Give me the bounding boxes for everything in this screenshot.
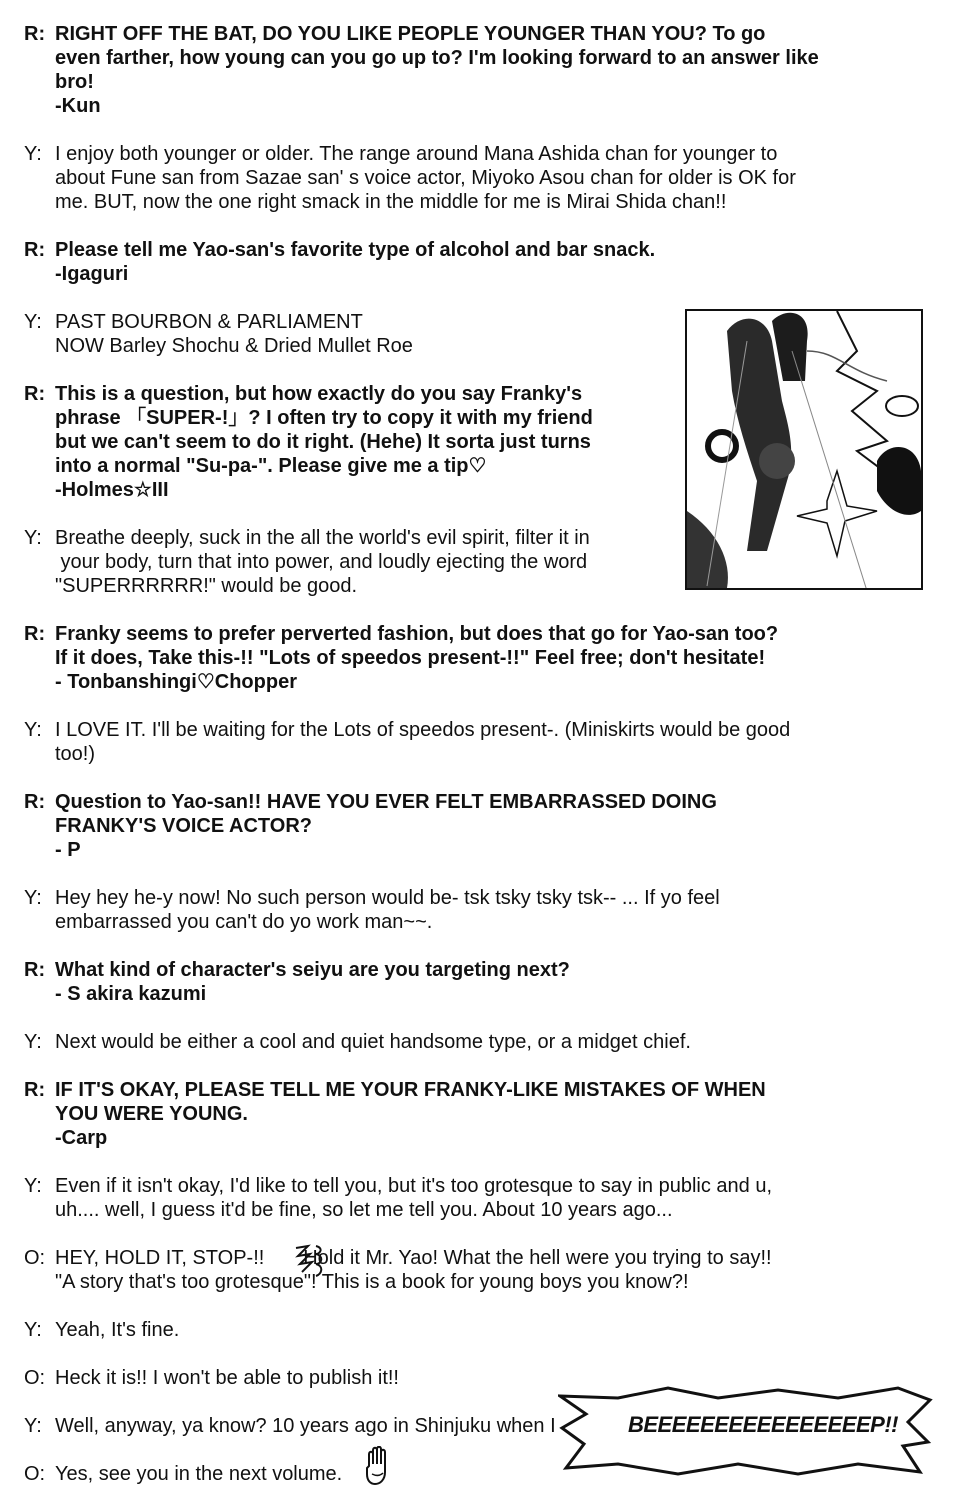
- beep-burst: [558, 1384, 933, 1476]
- text-line: Breathe deeply, suck in the all the world's evil spirit, filter it in: [55, 527, 590, 549]
- text-line: Next would be either a cool and quiet handsome type, or a midget chief.: [55, 1031, 691, 1053]
- qa-entry: [24, 22, 934, 118]
- entry-text: [55, 718, 934, 766]
- text-line: - P: [55, 839, 81, 861]
- qa-entry: [24, 142, 934, 214]
- text-line: "A story that's too grotesque"! This is a book for young boys you know?!: [55, 1271, 689, 1293]
- text-line: bro!: [55, 71, 94, 93]
- text-line: -Kun: [55, 95, 101, 117]
- franky-illustration: [687, 311, 921, 588]
- franky-illustration-panel: [685, 309, 923, 590]
- qa-entry: [24, 1030, 934, 1054]
- text-line: into a normal "Su-pa-". Please give me a tip♡: [55, 455, 487, 477]
- entry-text: [55, 22, 934, 118]
- entry-text: [55, 238, 934, 286]
- speaker-label: O:: [24, 1463, 46, 1485]
- qa-entry: [24, 1078, 934, 1150]
- text-line: your body, turn that into power, and loudly ejecting the word: [55, 551, 588, 573]
- text-line: too!): [55, 743, 96, 765]
- text-line: Please tell me Yao-san's favorite type of alcohol and bar snack.: [55, 239, 656, 261]
- entry-text: [55, 622, 934, 694]
- text-line: NOW Barley Shochu & Dried Mullet Roe: [55, 335, 413, 357]
- speaker-label: Y:: [24, 1031, 42, 1053]
- text-line: "SUPERRRRRR!" would be good.: [55, 575, 358, 597]
- speaker-label: Y:: [24, 527, 42, 549]
- text-line: me. BUT, now the one right smack in the middle for me is Mirai Shida chan!!: [55, 191, 727, 213]
- qa-entry: [24, 790, 934, 862]
- entry-text: [55, 886, 934, 934]
- speaker-label: R:: [24, 623, 46, 645]
- text-line: Well, anyway, ya know? 10 years ago in Shinjuku when I: [55, 1415, 556, 1437]
- text-line: RIGHT OFF THE BAT, DO YOU LIKE PEOPLE YOUNGER THAN YOU? To go: [55, 23, 766, 45]
- text-line: Yes, see you in the next volume.: [55, 1463, 343, 1485]
- speaker-label: R:: [24, 1079, 46, 1101]
- text-line: Question to Yao-san!! HAVE YOU EVER FELT EMBARRASSED DOING: [55, 791, 717, 813]
- text-line: Even if it isn't okay, I'd like to tell you, but it's too grotesque to say in public and u,: [55, 1175, 773, 1197]
- text-line: but we can't seem to do it right. (Hehe) It sorta just turns: [55, 431, 591, 453]
- qa-entry: [24, 238, 934, 286]
- qa-entry: [24, 1174, 934, 1222]
- speaker-label: R:: [24, 239, 46, 261]
- entry-text: [55, 790, 934, 862]
- qa-entry: [24, 958, 934, 1006]
- qa-entry: [24, 622, 934, 694]
- sfx-scribble-icon: [290, 1240, 330, 1280]
- speaker-label: O:: [24, 1247, 46, 1269]
- text-line: - S akira kazumi: [55, 983, 207, 1005]
- speaker-label: R:: [24, 23, 46, 45]
- text-line: This is a question, but how exactly do you say Franky's: [55, 383, 583, 405]
- qa-entry: [24, 1318, 934, 1342]
- hand-icon: [364, 1446, 392, 1486]
- text-line: If it does, Take this-!! "Lots of speedos present-!!" Feel free; don't hesitate!: [55, 647, 766, 669]
- beep-text: BEEEEEEEEEEEEEEEEP!!: [628, 1412, 898, 1437]
- text-line: I LOVE IT. I'll be waiting for the Lots of speedos present-. (Miniskirts would be good: [55, 719, 791, 741]
- text-line: -Holmes☆III: [55, 479, 169, 501]
- qa-entry: [24, 1246, 934, 1294]
- text-line: IF IT'S OKAY, PLEASE TELL ME YOUR FRANKY-LIKE MISTAKES OF WHEN: [55, 1079, 766, 1101]
- text-line: Franky seems to prefer perverted fashion, but does that go for Yao-san too?: [55, 623, 779, 645]
- text-line: What kind of character's seiyu are you targeting next?: [55, 959, 570, 981]
- text-line: -Carp: [55, 1127, 108, 1149]
- speaker-label: Y:: [24, 1415, 42, 1437]
- qa-entry: [24, 886, 934, 934]
- qa-entry: [24, 718, 934, 766]
- text-line: embarrassed you can't do yo work man~~.: [55, 911, 433, 933]
- text-line: PAST BOURBON & PARLIAMENT: [55, 311, 363, 333]
- text-line: uh.... well, I guess it'd be fine, so let me tell you. About 10 years ago...: [55, 1199, 673, 1221]
- text-line: -Igaguri: [55, 263, 129, 285]
- text-line: HEY, HOLD IT, STOP-!! Hold it Mr. Yao! What the hell were you trying to say!!: [55, 1247, 772, 1269]
- text-line: phrase 「SUPER-!」? I often try to copy it with my friend: [55, 407, 593, 429]
- speaker-label: Y:: [24, 311, 42, 333]
- entry-text: [55, 1174, 934, 1222]
- entry-text: [55, 1246, 934, 1294]
- text-line: even farther, how young can you go up to? I'm looking forward to an answer like: [55, 47, 819, 69]
- speaker-label: Y:: [24, 143, 42, 165]
- entry-text: [55, 1030, 934, 1054]
- entry-text: [55, 1318, 934, 1342]
- text-line: about Fune san from Sazae san' s voice actor, Miyoko Asou chan for older is OK for: [55, 167, 796, 189]
- text-line: Heck it is!! I won't be able to publish it!!: [55, 1367, 399, 1389]
- speaker-label: Y:: [24, 1319, 42, 1341]
- text-line: Hey hey he-y now! No such person would be- tsk tsky tsky tsk-- ... If yo feel: [55, 887, 720, 909]
- text-line: I enjoy both younger or older. The range around Mana Ashida chan for younger to: [55, 143, 778, 165]
- speaker-label: R:: [24, 791, 46, 813]
- speaker-label: R:: [24, 383, 46, 405]
- speaker-label: R:: [24, 959, 46, 981]
- text-line: YOU WERE YOUNG.: [55, 1103, 248, 1125]
- text-line: Yeah, It's fine.: [55, 1319, 180, 1341]
- text-line: FRANKY'S VOICE ACTOR?: [55, 815, 312, 837]
- entry-text: [55, 958, 934, 1006]
- text-line: - Tonbanshingi♡Chopper: [55, 671, 297, 693]
- speaker-label: Y:: [24, 719, 42, 741]
- entry-text: [55, 142, 934, 214]
- speaker-label: Y:: [24, 1175, 42, 1197]
- speaker-label: Y:: [24, 887, 42, 909]
- entry-text: [55, 1078, 934, 1150]
- speaker-label: O:: [24, 1367, 46, 1389]
